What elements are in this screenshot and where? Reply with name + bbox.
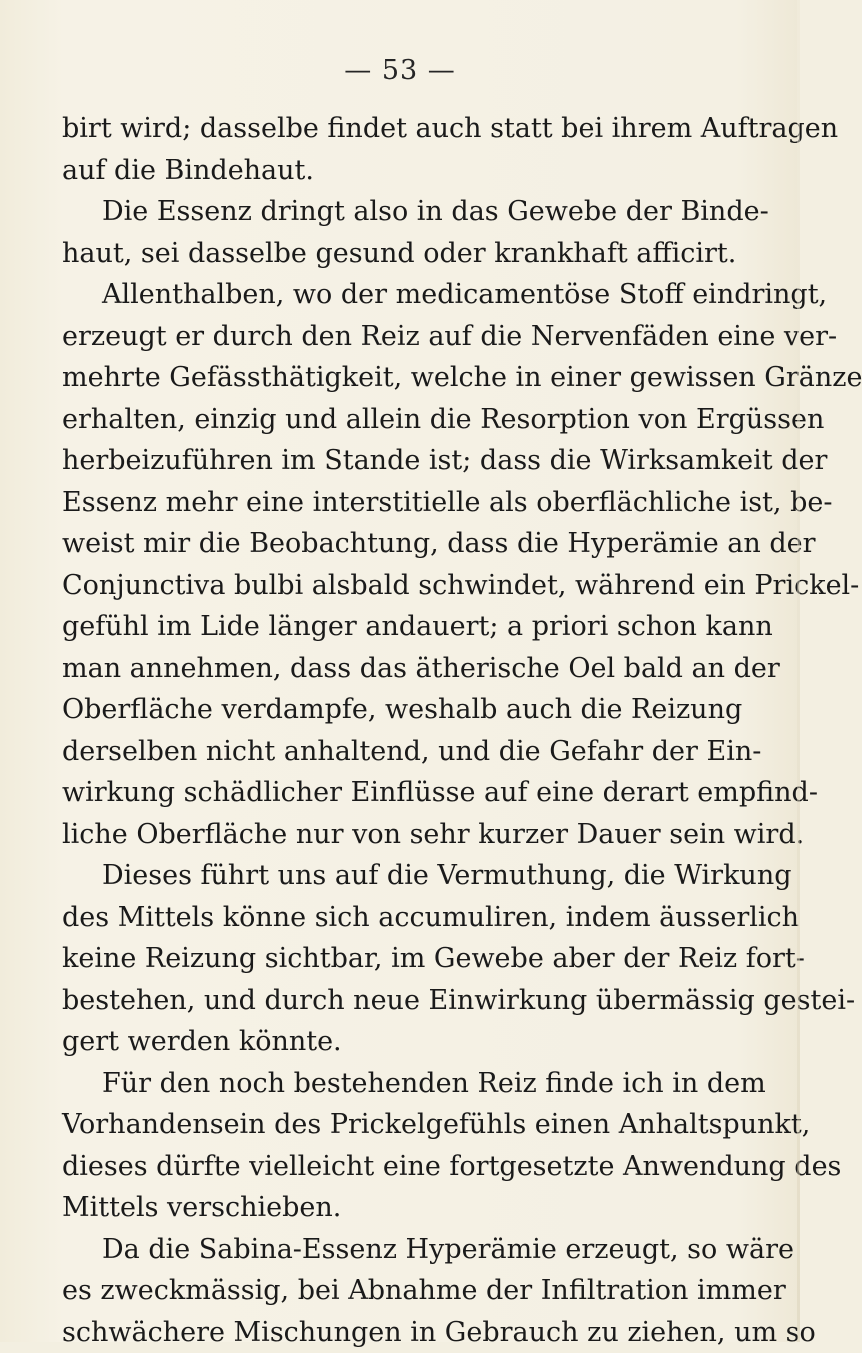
text-line-7: mehrte Gefässthätigkeit, welche in einer gewissen Gränze: [62, 357, 752, 399]
text-line-2: auf die Bindehaut.: [62, 150, 752, 192]
text-line-1: birt wird; dasselbe findet auch statt bei ihrem Auftragen: [62, 108, 752, 150]
text-line-15: Oberfläche verdampfe, weshalb auch die Reizung: [62, 689, 752, 731]
text-line-10: Essenz mehr eine interstitielle als oberflächliche ist, be-: [62, 482, 752, 524]
text-line-29: es zweckmässig, bei Abnahme der Infiltration immer: [62, 1270, 752, 1312]
text-line-13: gefühl im Lide länger andauert; a priori schon kann: [62, 606, 752, 648]
text-line-9: herbeizuführen im Stande ist; dass die Wirksamkeit der: [62, 440, 752, 482]
text-line-12: Conjunctiva bulbi alsbald schwindet, während ein Prickel-: [62, 565, 752, 607]
text-line-4: haut, sei dasselbe gesund oder krankhaft afficirt.: [62, 233, 752, 275]
text-line-28: Da die Sabina-Essenz Hyperämie erzeugt, so wäre: [62, 1229, 752, 1271]
text-line-14: man annehmen, dass das ätherische Oel bald an der: [62, 648, 752, 690]
text-line-19: Dieses führt uns auf die Vermuthung, die Wirkung: [62, 855, 752, 897]
text-line-8: erhalten, einzig und allein die Resorption von Ergüssen: [62, 399, 752, 441]
body-text: [62, 108, 752, 1353]
text-line-27: Mittels verschieben.: [62, 1187, 752, 1229]
text-line-23: gert werden könnte.: [62, 1021, 752, 1063]
text-line-17: wirkung schädlicher Einflüsse auf eine derart empfind-: [62, 772, 752, 814]
text-line-3: Die Essenz dringt also in das Gewebe der Binde-: [62, 191, 752, 233]
text-line-11: weist mir die Beobachtung, dass die Hyperämie an der: [62, 523, 752, 565]
text-line-18: liche Oberfläche nur von sehr kurzer Dauer sein wird.: [62, 814, 752, 856]
text-line-5: Allenthalben, wo der medicamentöse Stoff eindringt,: [62, 274, 752, 316]
text-line-6: erzeugt er durch den Reiz auf die Nervenfäden eine ver-: [62, 316, 752, 358]
page-number: — 53 —: [0, 55, 800, 86]
text-line-24: Für den noch bestehenden Reiz finde ich in dem: [62, 1063, 752, 1105]
text-line-25: Vorhandensein des Prickelgefühls einen Anhaltspunkt,: [62, 1104, 752, 1146]
text-line-26: dieses dürfte vielleicht eine fortgesetzte Anwendung des: [62, 1146, 752, 1188]
text-line-20: des Mittels könne sich accumuliren, indem äusserlich: [62, 897, 752, 939]
text-line-22: bestehen, und durch neue Einwirkung übermässig gestei-: [62, 980, 752, 1022]
text-line-21: keine Reizung sichtbar, im Gewebe aber der Reiz fort-: [62, 938, 752, 980]
text-line-30: schwächere Mischungen in Gebrauch zu ziehen, um so: [62, 1312, 752, 1353]
text-line-16: derselben nicht anhaltend, und die Gefahr der Ein-: [62, 731, 752, 773]
